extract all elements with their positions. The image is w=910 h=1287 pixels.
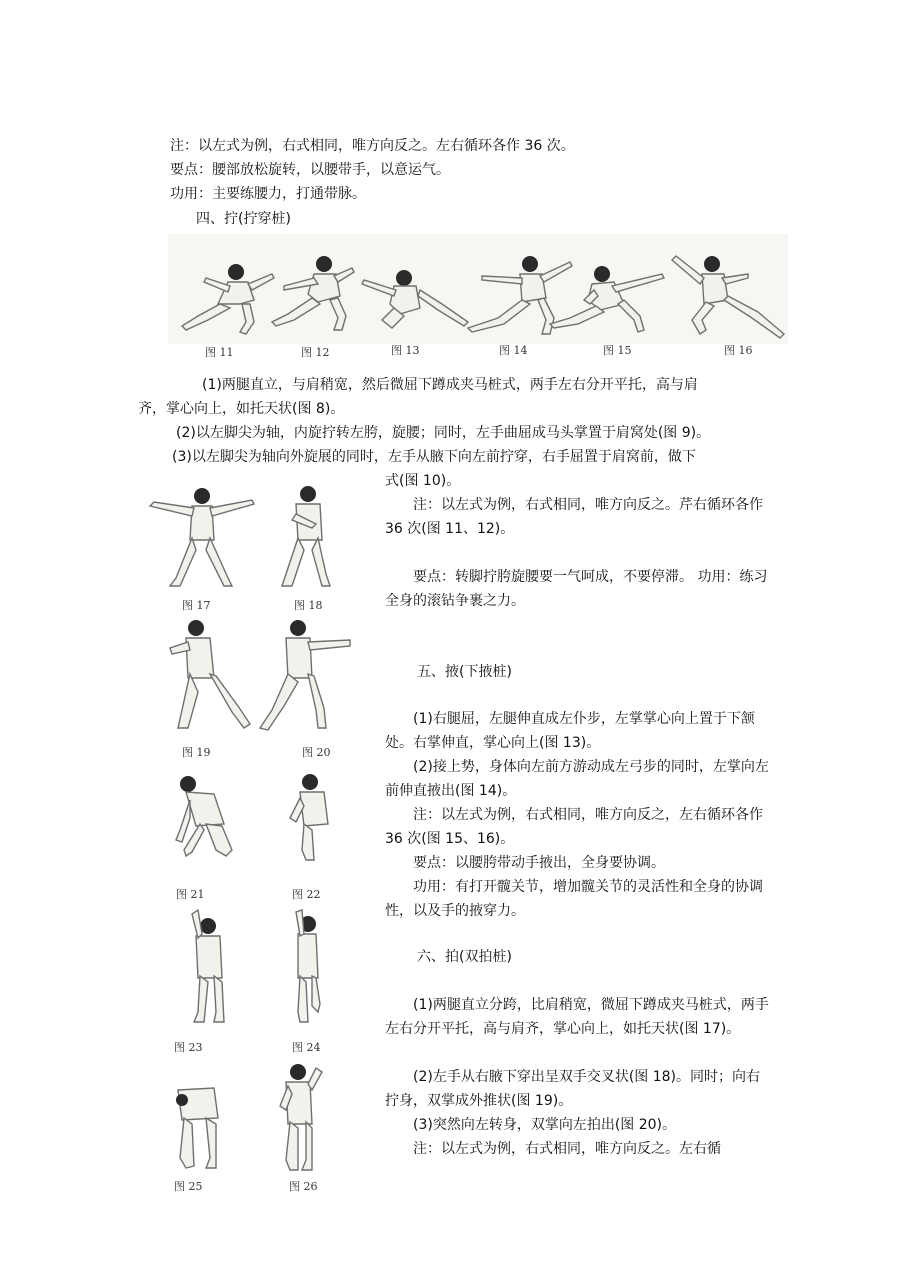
figure-21-photo <box>176 776 232 856</box>
caption-fig-16: 图 16 <box>724 344 753 357</box>
sec5-step2: (2)接上势，身体向左前方游动成左弓步的同时，左掌向左前伸直掖出(图 14)。 <box>385 759 769 799</box>
caption-fig-24: 图 24 <box>292 1041 321 1054</box>
sec4-step1-line1: (1)两腿直立，与肩稍宽，然后微屈下蹲成夹马桩式，两手左右分开平托，高与肩 <box>202 377 698 393</box>
section-heading-4: 四、拧(拧穿桩) <box>196 211 291 227</box>
caption-fig-14: 图 14 <box>499 344 528 357</box>
key-points-line: 要点：腰部放松旋转，以腰带手，以意运气。 <box>170 162 450 178</box>
caption-fig-18: 图 18 <box>294 599 323 612</box>
figure-22-photo <box>290 774 328 860</box>
sec6-step1: (1)两腿直立分跨，比肩稍宽，微屈下蹲成夹马桩式，两手左右分开平托，高与肩齐，掌心向上，如托天状(图 17)。 <box>385 997 769 1037</box>
figure-23-photo <box>192 910 224 1022</box>
figure-24-photo <box>296 910 320 1022</box>
caption-fig-17: 图 17 <box>182 599 211 612</box>
figure-18-photo <box>282 486 330 586</box>
effect-line: 功用：主要练腰力，打通带脉。 <box>170 186 366 202</box>
figure-17-photo <box>150 488 254 586</box>
sec4-step2: (2)以左脚尖为轴，内旋拧转左胯，旋腰；同时，左手曲屈成马头掌置于肩窝处(图 9)。 <box>176 425 711 441</box>
figure-26-photo <box>280 1064 322 1170</box>
sec6-step2: (2)左手从右腋下穿出呈双手交叉状(图 18)。同时；向右拧身，双掌成外推状(图 19)。 <box>385 1069 761 1109</box>
caption-fig-26: 图 26 <box>289 1180 318 1193</box>
sec4-note: 注：以左式为例，右式相同，唯方向反之。芹右循环各作 36 次(图 11、12)。 <box>385 497 763 537</box>
sec6-step3: (3)突然向左转身，双掌向左拍出(图 20)。 <box>413 1117 677 1133</box>
figure-column-17-26 <box>140 478 370 1188</box>
caption-fig-15: 图 15 <box>603 344 632 357</box>
sec5-note: 注：以左式为例，右式相同，唯方向反之，左右循环各作 36 次(图 15、16)。 <box>385 807 763 847</box>
caption-fig-13: 图 13 <box>391 344 420 357</box>
note-line: 注：以左式为例，右式相同，唯方向反之。左右循环各作 36 次。 <box>170 138 575 154</box>
caption-fig-25: 图 25 <box>174 1180 203 1193</box>
sec4-step3-line1: (3)以左脚尖为轴向外旋展的同时，左手从腋下向左前拧穿，右手屈置于肩窝前，做下 <box>172 449 696 465</box>
caption-fig-20: 图 20 <box>302 746 331 759</box>
sec4-key-points: 要点：转脚拧胯旋腰要一气呵成，不要停滞。 功用：练习全身的滚钻争裹之力。 <box>385 569 768 609</box>
section-heading-5: 五、掖(下掖桩) <box>417 664 512 680</box>
caption-fig-11: 图 11 <box>205 346 234 359</box>
caption-fig-19: 图 19 <box>182 746 211 759</box>
figure-25-photo <box>176 1088 218 1168</box>
sec5-key-points: 要点：以腰胯带动手掖出，全身要协调。 <box>413 855 665 871</box>
sec5-effect: 功用：有打开髋关节，增加髋关节的灵活性和全身的协调性，以及手的掖穿力。 <box>385 879 763 919</box>
figure-20-photo <box>260 620 350 730</box>
sec4-step1-line2: 齐，掌心向上，如托天状(图 8)。 <box>138 401 345 417</box>
caption-fig-22: 图 22 <box>292 888 321 901</box>
caption-fig-21: 图 21 <box>176 888 205 901</box>
sec5-step1: (1)右腿屈，左腿伸直成左仆步，左掌掌心向上置于下颔处。右掌伸直，掌心向上(图 13)。 <box>385 711 755 751</box>
sec4-step3-line2: 式(图 10)。 <box>385 473 461 489</box>
figure-strip-11-16 <box>168 234 788 344</box>
sec6-note: 注：以左式为例，右式相同，唯方向反之。左右循 <box>413 1141 721 1157</box>
caption-fig-23: 图 23 <box>174 1041 203 1054</box>
caption-fig-12: 图 12 <box>301 346 330 359</box>
section-heading-6: 六、拍(双拍桩) <box>417 949 512 965</box>
figure-19-photo <box>170 620 250 728</box>
